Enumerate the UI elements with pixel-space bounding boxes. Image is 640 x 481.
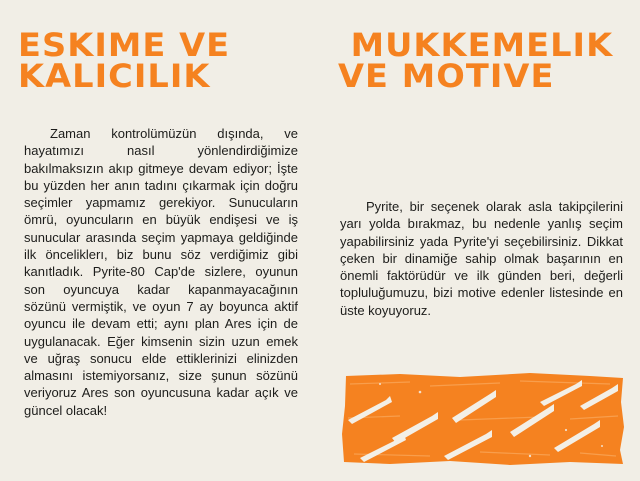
left-heading-line2: KALICILIK <box>18 57 211 95</box>
left-heading-line1: ESKIME VE <box>18 26 231 64</box>
left-paragraph: Zaman kontrolümüzün dışında, ve hayatımızı nasıl yönlendirdiğimize bakılmaksızın akıp gitmeye devam ediyor; İşte bu yüzden her anın tadını çıkarmak için doğru seçimler yapmamız gerekiyor. Sunucuların ömrü, oyuncuların en büyük endişesi ve iş sunucular arasında seçim yapmaya geldiğinde ilk önceliklerı, biz bunu söz verdiğimiz gibi kanıtladık. Pyrite-80 Cap'de sizlere, oyunun son oyuncuya kadar kapanmayacağının sözünü vermiştik, ve oyun 7 ay boyunca aktif oyuncu ile devam etti; aynı plan Ares için de uygulanacak. Eğer kimsenin sizin uzun emek ve uğraş sonucu elde ettiklerinizi elinizden almasını istemiyorsanız, size şunun sözünü veriyoruz Ares son oyuncusuna kadar açık ve güncel olacak! <box>24 126 298 418</box>
right-heading <box>338 26 614 95</box>
right-heading-line1: MUKKEMELIK <box>350 26 614 64</box>
arrows-artwork-icon <box>340 372 625 466</box>
right-heading-line2: VE MOTIVE <box>338 57 555 95</box>
right-paragraph: Pyrite, bir seçenek olarak asla takipçilerini yarı yolda bırakmaz, bu nedenle yanlış seçim yapabilirsiniz yada Pyrite'yi seçebilirsiniz. Dikkat çeken bir dinamiğe sahip olmak başarının en önemli faktörüdür ve ilk günden beri, değerli topluluğumuzu, bizi motive edenler listesinde en üste koyuyoruz. <box>340 199 623 318</box>
left-heading <box>18 26 231 95</box>
